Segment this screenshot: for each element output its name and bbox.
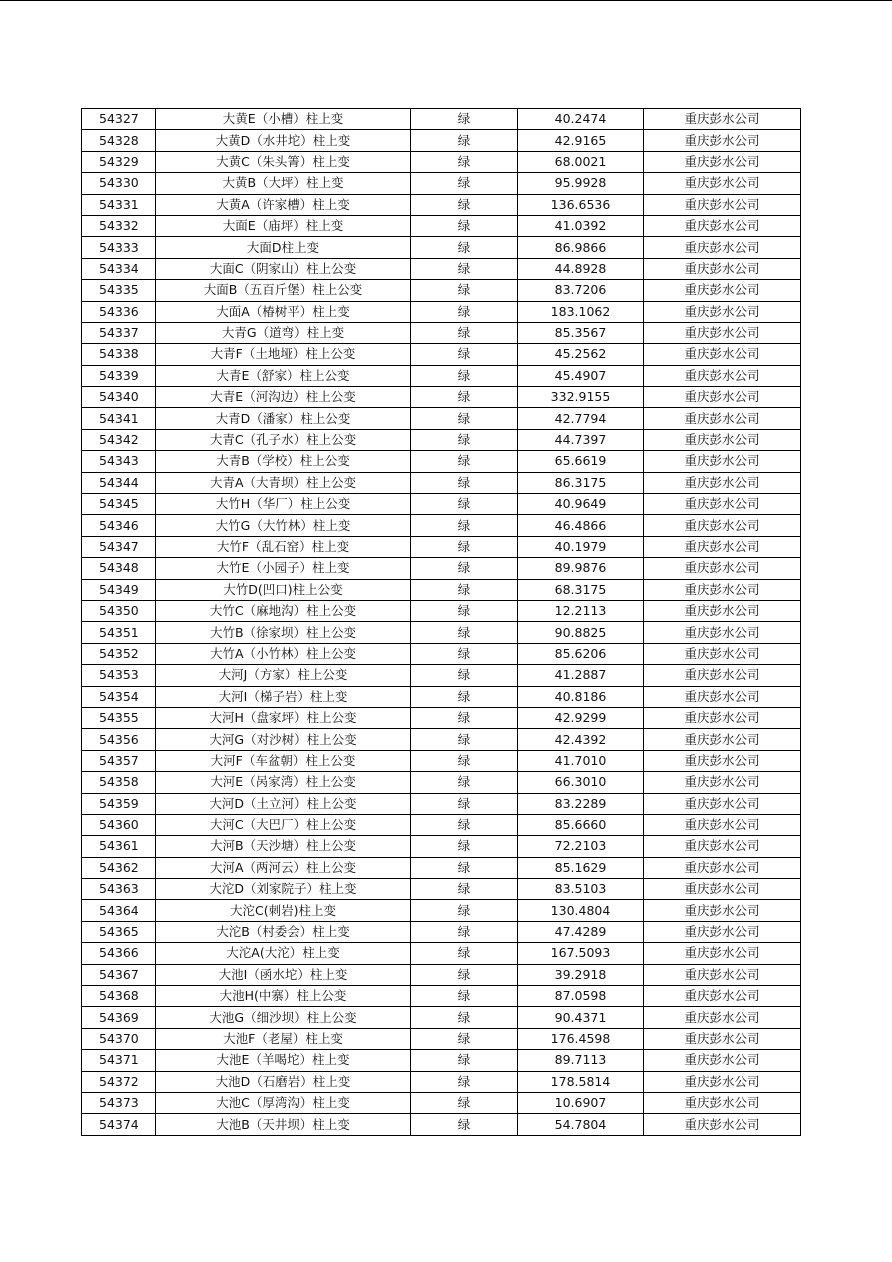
name-cell: 大池C（厚湾沟）柱上变 xyxy=(156,1092,411,1113)
name-cell: 大沱B（村委会）柱上变 xyxy=(156,921,411,942)
status-cell: 绿 xyxy=(411,387,518,408)
id-cell: 54328 xyxy=(82,130,156,151)
table-row xyxy=(82,1050,801,1071)
company-cell: 重庆彭水公司 xyxy=(644,1007,801,1028)
value-cell: 90.8825 xyxy=(518,622,644,643)
company-cell: 重庆彭水公司 xyxy=(644,322,801,343)
company-cell: 重庆彭水公司 xyxy=(644,1028,801,1049)
status-cell: 绿 xyxy=(411,301,518,322)
id-cell: 54337 xyxy=(82,322,156,343)
name-cell: 大黄E（小槽）柱上变 xyxy=(156,109,411,130)
name-cell: 大黄D（水井坨）柱上变 xyxy=(156,130,411,151)
name-cell: 大沱A(大沱）柱上变 xyxy=(156,943,411,964)
status-cell: 绿 xyxy=(411,686,518,707)
id-cell: 54370 xyxy=(82,1028,156,1049)
id-cell: 54355 xyxy=(82,707,156,728)
company-cell: 重庆彭水公司 xyxy=(644,1050,801,1071)
status-cell: 绿 xyxy=(411,1114,518,1135)
status-cell: 绿 xyxy=(411,1028,518,1049)
page-top-border xyxy=(0,0,892,1)
table-row xyxy=(82,365,801,386)
table-row xyxy=(82,879,801,900)
id-cell: 54372 xyxy=(82,1071,156,1092)
value-cell: 41.0392 xyxy=(518,215,644,236)
company-cell: 重庆彭水公司 xyxy=(644,536,801,557)
id-cell: 54374 xyxy=(82,1114,156,1135)
value-cell: 40.9649 xyxy=(518,494,644,515)
id-cell: 54362 xyxy=(82,857,156,878)
table-row xyxy=(82,643,801,664)
company-cell: 重庆彭水公司 xyxy=(644,793,801,814)
value-cell: 83.7206 xyxy=(518,280,644,301)
company-cell: 重庆彭水公司 xyxy=(644,665,801,686)
status-cell: 绿 xyxy=(411,1071,518,1092)
value-cell: 66.3010 xyxy=(518,772,644,793)
company-cell: 重庆彭水公司 xyxy=(644,215,801,236)
id-cell: 54356 xyxy=(82,729,156,750)
table-row xyxy=(82,408,801,429)
name-cell: 大竹A（小竹林）柱上公变 xyxy=(156,643,411,664)
company-cell: 重庆彭水公司 xyxy=(644,964,801,985)
id-cell: 54331 xyxy=(82,194,156,215)
name-cell: 大池B（天井坝）柱上变 xyxy=(156,1114,411,1135)
company-cell: 重庆彭水公司 xyxy=(644,879,801,900)
value-cell: 86.9866 xyxy=(518,237,644,258)
id-cell: 54347 xyxy=(82,536,156,557)
company-cell: 重庆彭水公司 xyxy=(644,451,801,472)
table-row xyxy=(82,1007,801,1028)
id-cell: 54332 xyxy=(82,215,156,236)
id-cell: 54359 xyxy=(82,793,156,814)
value-cell: 83.5103 xyxy=(518,879,644,900)
table-row xyxy=(82,686,801,707)
company-cell: 重庆彭水公司 xyxy=(644,772,801,793)
table-row xyxy=(82,215,801,236)
company-cell: 重庆彭水公司 xyxy=(644,408,801,429)
value-cell: 42.7794 xyxy=(518,408,644,429)
name-cell: 大黄A（许家槽）柱上变 xyxy=(156,194,411,215)
company-cell: 重庆彭水公司 xyxy=(644,429,801,450)
value-cell: 46.4866 xyxy=(518,515,644,536)
table-row xyxy=(82,900,801,921)
table-row xyxy=(82,986,801,1007)
status-cell: 绿 xyxy=(411,1050,518,1071)
company-cell: 重庆彭水公司 xyxy=(644,707,801,728)
status-cell: 绿 xyxy=(411,900,518,921)
table-row xyxy=(82,130,801,151)
company-cell: 重庆彭水公司 xyxy=(644,472,801,493)
table-row xyxy=(82,429,801,450)
table-row xyxy=(82,622,801,643)
table-row xyxy=(82,237,801,258)
value-cell: 68.0021 xyxy=(518,151,644,172)
status-cell: 绿 xyxy=(411,237,518,258)
status-cell: 绿 xyxy=(411,151,518,172)
table-row xyxy=(82,301,801,322)
value-cell: 72.2103 xyxy=(518,836,644,857)
name-cell: 大池I（函水坨）柱上变 xyxy=(156,964,411,985)
company-cell: 重庆彭水公司 xyxy=(644,943,801,964)
status-cell: 绿 xyxy=(411,429,518,450)
table-row xyxy=(82,600,801,621)
id-cell: 54334 xyxy=(82,258,156,279)
company-cell: 重庆彭水公司 xyxy=(644,814,801,835)
value-cell: 45.4907 xyxy=(518,365,644,386)
value-cell: 332.9155 xyxy=(518,387,644,408)
name-cell: 大沱C(刺岩)柱上变 xyxy=(156,900,411,921)
status-cell: 绿 xyxy=(411,344,518,365)
company-cell: 重庆彭水公司 xyxy=(644,151,801,172)
company-cell: 重庆彭水公司 xyxy=(644,515,801,536)
company-cell: 重庆彭水公司 xyxy=(644,387,801,408)
company-cell: 重庆彭水公司 xyxy=(644,750,801,771)
value-cell: 12.2113 xyxy=(518,600,644,621)
id-cell: 54366 xyxy=(82,943,156,964)
value-cell: 65.6619 xyxy=(518,451,644,472)
id-cell: 54354 xyxy=(82,686,156,707)
company-cell: 重庆彭水公司 xyxy=(644,686,801,707)
id-cell: 54349 xyxy=(82,579,156,600)
name-cell: 大河G（对沙树）柱上公变 xyxy=(156,729,411,750)
status-cell: 绿 xyxy=(411,109,518,130)
company-cell: 重庆彭水公司 xyxy=(644,173,801,194)
status-cell: 绿 xyxy=(411,793,518,814)
id-cell: 54341 xyxy=(82,408,156,429)
value-cell: 136.6536 xyxy=(518,194,644,215)
company-cell: 重庆彭水公司 xyxy=(644,857,801,878)
name-cell: 大河J（方家）柱上公变 xyxy=(156,665,411,686)
table-row xyxy=(82,536,801,557)
status-cell: 绿 xyxy=(411,879,518,900)
status-cell: 绿 xyxy=(411,451,518,472)
name-cell: 大面E（庙坪）柱上变 xyxy=(156,215,411,236)
table-row xyxy=(82,814,801,835)
id-cell: 54345 xyxy=(82,494,156,515)
table-row xyxy=(82,707,801,728)
company-cell: 重庆彭水公司 xyxy=(644,194,801,215)
value-cell: 41.7010 xyxy=(518,750,644,771)
id-cell: 54357 xyxy=(82,750,156,771)
id-cell: 54351 xyxy=(82,622,156,643)
company-cell: 重庆彭水公司 xyxy=(644,900,801,921)
value-cell: 42.4392 xyxy=(518,729,644,750)
name-cell: 大河B（天沙塘）柱上公变 xyxy=(156,836,411,857)
table-row xyxy=(82,964,801,985)
status-cell: 绿 xyxy=(411,258,518,279)
value-cell: 89.7113 xyxy=(518,1050,644,1071)
name-cell: 大黄B（大坪）柱上变 xyxy=(156,173,411,194)
value-cell: 85.3567 xyxy=(518,322,644,343)
company-cell: 重庆彭水公司 xyxy=(644,280,801,301)
value-cell: 85.6660 xyxy=(518,814,644,835)
id-cell: 54358 xyxy=(82,772,156,793)
name-cell: 大面A（椿树平）柱上变 xyxy=(156,301,411,322)
company-cell: 重庆彭水公司 xyxy=(644,729,801,750)
table-row xyxy=(82,1071,801,1092)
table-row xyxy=(82,665,801,686)
company-cell: 重庆彭水公司 xyxy=(644,558,801,579)
status-cell: 绿 xyxy=(411,515,518,536)
status-cell: 绿 xyxy=(411,130,518,151)
value-cell: 68.3175 xyxy=(518,579,644,600)
table-row xyxy=(82,729,801,750)
value-cell: 176.4598 xyxy=(518,1028,644,1049)
status-cell: 绿 xyxy=(411,665,518,686)
value-cell: 10.6907 xyxy=(518,1092,644,1113)
table-row xyxy=(82,494,801,515)
id-cell: 54353 xyxy=(82,665,156,686)
name-cell: 大池E（羊喝坨）柱上变 xyxy=(156,1050,411,1071)
name-cell: 大青G（道弯）柱上变 xyxy=(156,322,411,343)
value-cell: 95.9928 xyxy=(518,173,644,194)
id-cell: 54350 xyxy=(82,600,156,621)
name-cell: 大竹F（乱石窑）柱上变 xyxy=(156,536,411,557)
status-cell: 绿 xyxy=(411,536,518,557)
company-cell: 重庆彭水公司 xyxy=(644,643,801,664)
name-cell: 大竹E（小园子）柱上变 xyxy=(156,558,411,579)
company-cell: 重庆彭水公司 xyxy=(644,301,801,322)
status-cell: 绿 xyxy=(411,729,518,750)
status-cell: 绿 xyxy=(411,943,518,964)
value-cell: 85.6206 xyxy=(518,643,644,664)
id-cell: 54338 xyxy=(82,344,156,365)
status-cell: 绿 xyxy=(411,494,518,515)
table-row xyxy=(82,836,801,857)
id-cell: 54352 xyxy=(82,643,156,664)
name-cell: 大青E（河沟边）柱上公变 xyxy=(156,387,411,408)
status-cell: 绿 xyxy=(411,558,518,579)
name-cell: 大面B（五百斤堡）柱上公变 xyxy=(156,280,411,301)
status-cell: 绿 xyxy=(411,986,518,1007)
value-cell: 83.2289 xyxy=(518,793,644,814)
name-cell: 大竹G（大竹林）柱上变 xyxy=(156,515,411,536)
table-row xyxy=(82,472,801,493)
status-cell: 绿 xyxy=(411,322,518,343)
id-cell: 54344 xyxy=(82,472,156,493)
company-cell: 重庆彭水公司 xyxy=(644,109,801,130)
company-cell: 重庆彭水公司 xyxy=(644,921,801,942)
name-cell: 大竹H（华厂）柱上公变 xyxy=(156,494,411,515)
data-table xyxy=(81,108,801,1136)
value-cell: 40.8186 xyxy=(518,686,644,707)
table-row xyxy=(82,1092,801,1113)
name-cell: 大面C（阴家山）柱上公变 xyxy=(156,258,411,279)
name-cell: 大青D（潘家）柱上公变 xyxy=(156,408,411,429)
name-cell: 大池D（石磨岩）柱上变 xyxy=(156,1071,411,1092)
name-cell: 大青A（大青坝）柱上公变 xyxy=(156,472,411,493)
id-cell: 54343 xyxy=(82,451,156,472)
status-cell: 绿 xyxy=(411,280,518,301)
table-row xyxy=(82,109,801,130)
status-cell: 绿 xyxy=(411,173,518,194)
table-row xyxy=(82,280,801,301)
value-cell: 89.9876 xyxy=(518,558,644,579)
status-cell: 绿 xyxy=(411,707,518,728)
name-cell: 大池F（老屋）柱上变 xyxy=(156,1028,411,1049)
table-row xyxy=(82,793,801,814)
company-cell: 重庆彭水公司 xyxy=(644,1092,801,1113)
id-cell: 54369 xyxy=(82,1007,156,1028)
status-cell: 绿 xyxy=(411,622,518,643)
id-cell: 54340 xyxy=(82,387,156,408)
table-row xyxy=(82,772,801,793)
status-cell: 绿 xyxy=(411,964,518,985)
value-cell: 178.5814 xyxy=(518,1071,644,1092)
table-row xyxy=(82,344,801,365)
id-cell: 54371 xyxy=(82,1050,156,1071)
company-cell: 重庆彭水公司 xyxy=(644,237,801,258)
status-cell: 绿 xyxy=(411,1007,518,1028)
value-cell: 54.7804 xyxy=(518,1114,644,1135)
table-row xyxy=(82,921,801,942)
table-row xyxy=(82,943,801,964)
value-cell: 42.9165 xyxy=(518,130,644,151)
value-cell: 42.9299 xyxy=(518,707,644,728)
name-cell: 大竹D(凹口)柱上公变 xyxy=(156,579,411,600)
value-cell: 167.5093 xyxy=(518,943,644,964)
name-cell: 大河D（土立河）柱上公变 xyxy=(156,793,411,814)
table-row xyxy=(82,322,801,343)
id-cell: 54339 xyxy=(82,365,156,386)
value-cell: 45.2562 xyxy=(518,344,644,365)
table-row xyxy=(82,173,801,194)
id-cell: 54329 xyxy=(82,151,156,172)
company-cell: 重庆彭水公司 xyxy=(644,258,801,279)
value-cell: 40.2474 xyxy=(518,109,644,130)
table-row xyxy=(82,857,801,878)
id-cell: 54361 xyxy=(82,836,156,857)
table-body xyxy=(82,109,801,1136)
company-cell: 重庆彭水公司 xyxy=(644,130,801,151)
value-cell: 86.3175 xyxy=(518,472,644,493)
value-cell: 47.4289 xyxy=(518,921,644,942)
status-cell: 绿 xyxy=(411,600,518,621)
value-cell: 44.7397 xyxy=(518,429,644,450)
value-cell: 183.1062 xyxy=(518,301,644,322)
status-cell: 绿 xyxy=(411,857,518,878)
company-cell: 重庆彭水公司 xyxy=(644,836,801,857)
status-cell: 绿 xyxy=(411,750,518,771)
name-cell: 大青B（学校）柱上公变 xyxy=(156,451,411,472)
status-cell: 绿 xyxy=(411,1092,518,1113)
table-row xyxy=(82,451,801,472)
id-cell: 54360 xyxy=(82,814,156,835)
id-cell: 54346 xyxy=(82,515,156,536)
company-cell: 重庆彭水公司 xyxy=(644,494,801,515)
status-cell: 绿 xyxy=(411,643,518,664)
table-row xyxy=(82,1114,801,1135)
company-cell: 重庆彭水公司 xyxy=(644,986,801,1007)
name-cell: 大河H（盘家坪）柱上公变 xyxy=(156,707,411,728)
status-cell: 绿 xyxy=(411,772,518,793)
id-cell: 54365 xyxy=(82,921,156,942)
id-cell: 54368 xyxy=(82,986,156,1007)
status-cell: 绿 xyxy=(411,194,518,215)
id-cell: 54367 xyxy=(82,964,156,985)
name-cell: 大河C（大巴厂）柱上公变 xyxy=(156,814,411,835)
company-cell: 重庆彭水公司 xyxy=(644,344,801,365)
name-cell: 大沱D（刘家院子）柱上变 xyxy=(156,879,411,900)
table-row xyxy=(82,750,801,771)
name-cell: 大池H(中寨）柱上公变 xyxy=(156,986,411,1007)
value-cell: 41.2887 xyxy=(518,665,644,686)
table-row xyxy=(82,1028,801,1049)
table-row xyxy=(82,194,801,215)
value-cell: 87.0598 xyxy=(518,986,644,1007)
status-cell: 绿 xyxy=(411,215,518,236)
id-cell: 54330 xyxy=(82,173,156,194)
id-cell: 54363 xyxy=(82,879,156,900)
status-cell: 绿 xyxy=(411,472,518,493)
table-row xyxy=(82,515,801,536)
table-row xyxy=(82,387,801,408)
status-cell: 绿 xyxy=(411,814,518,835)
id-cell: 54364 xyxy=(82,900,156,921)
table-row xyxy=(82,579,801,600)
company-cell: 重庆彭水公司 xyxy=(644,600,801,621)
id-cell: 54373 xyxy=(82,1092,156,1113)
name-cell: 大池G（细沙坝）柱上公变 xyxy=(156,1007,411,1028)
name-cell: 大青E（舒家）柱上公变 xyxy=(156,365,411,386)
id-cell: 54342 xyxy=(82,429,156,450)
name-cell: 大青C（孔子水）柱上公变 xyxy=(156,429,411,450)
status-cell: 绿 xyxy=(411,579,518,600)
status-cell: 绿 xyxy=(411,836,518,857)
status-cell: 绿 xyxy=(411,408,518,429)
name-cell: 大竹B（徐家坝）柱上公变 xyxy=(156,622,411,643)
value-cell: 44.8928 xyxy=(518,258,644,279)
value-cell: 90.4371 xyxy=(518,1007,644,1028)
company-cell: 重庆彭水公司 xyxy=(644,622,801,643)
id-cell: 54336 xyxy=(82,301,156,322)
id-cell: 54335 xyxy=(82,280,156,301)
name-cell: 大河E（呙家湾）柱上公变 xyxy=(156,772,411,793)
id-cell: 54348 xyxy=(82,558,156,579)
value-cell: 39.2918 xyxy=(518,964,644,985)
value-cell: 85.1629 xyxy=(518,857,644,878)
name-cell: 大河I（梯子岩）柱上变 xyxy=(156,686,411,707)
name-cell: 大竹C（麻地沟）柱上公变 xyxy=(156,600,411,621)
name-cell: 大黄C（朱头箐）柱上变 xyxy=(156,151,411,172)
status-cell: 绿 xyxy=(411,365,518,386)
company-cell: 重庆彭水公司 xyxy=(644,579,801,600)
name-cell: 大青F（土地垭）柱上公变 xyxy=(156,344,411,365)
value-cell: 130.4804 xyxy=(518,900,644,921)
name-cell: 大河A（两河云）柱上公变 xyxy=(156,857,411,878)
table-row xyxy=(82,558,801,579)
name-cell: 大面D柱上变 xyxy=(156,237,411,258)
company-cell: 重庆彭水公司 xyxy=(644,1114,801,1135)
company-cell: 重庆彭水公司 xyxy=(644,1071,801,1092)
status-cell: 绿 xyxy=(411,921,518,942)
id-cell: 54327 xyxy=(82,109,156,130)
name-cell: 大河F（车盆朝）柱上公变 xyxy=(156,750,411,771)
table-row xyxy=(82,258,801,279)
value-cell: 40.1979 xyxy=(518,536,644,557)
company-cell: 重庆彭水公司 xyxy=(644,365,801,386)
table-row xyxy=(82,151,801,172)
id-cell: 54333 xyxy=(82,237,156,258)
